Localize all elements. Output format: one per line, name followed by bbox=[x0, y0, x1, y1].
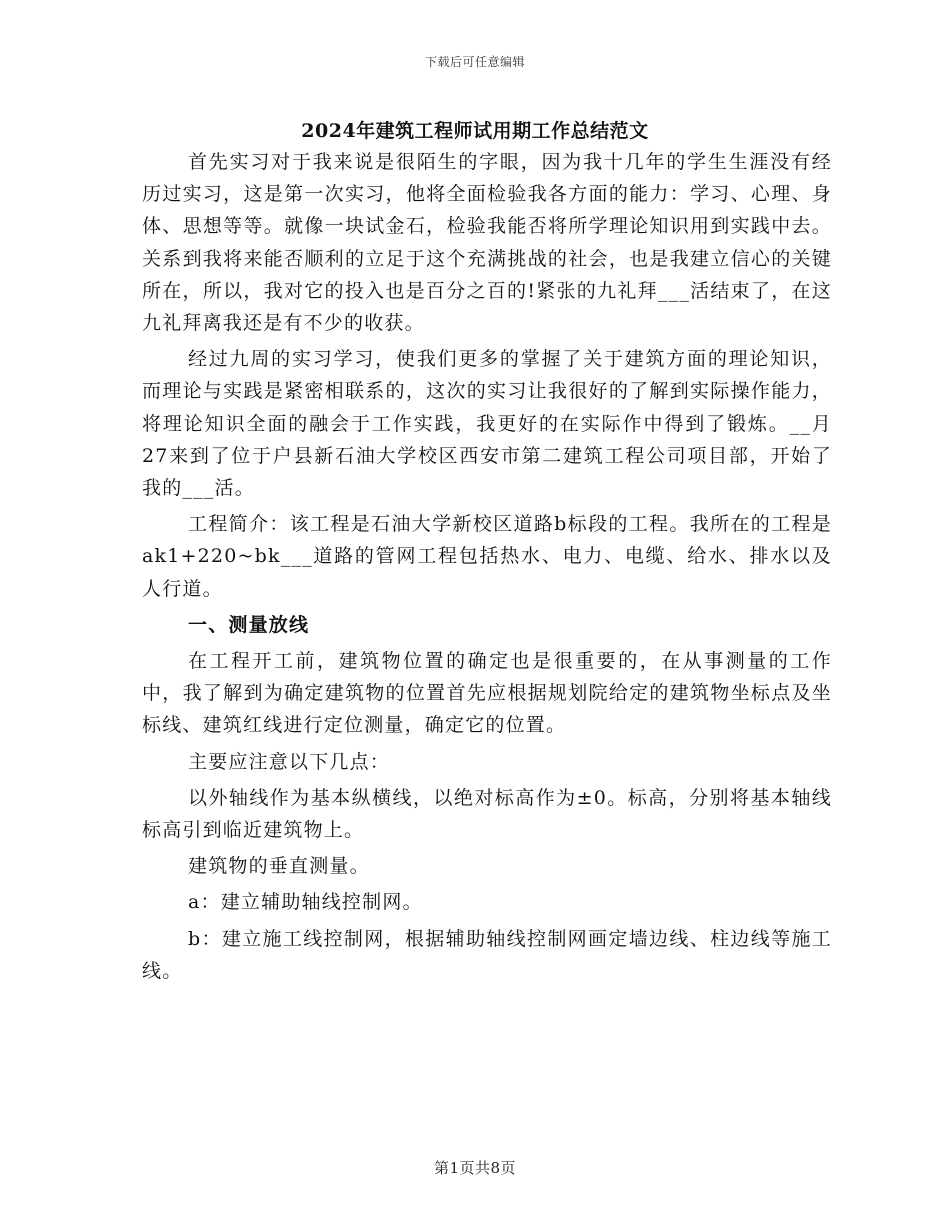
document-body bbox=[142, 146, 832, 987]
header-note: 下载后可任意编辑 bbox=[424, 55, 525, 69]
section-heading-surveying: 一、测量放线 bbox=[188, 613, 310, 636]
paragraph-vertical: 建筑物的垂直测量。 bbox=[188, 855, 370, 878]
paragraph-item-b: b：建立施工线控制网，根据辅助轴线控制网画定墙边线、柱边线等施工线。 bbox=[142, 927, 832, 982]
paragraph-item-a: a：建立辅助轴线控制网。 bbox=[188, 891, 423, 914]
document-title: 2024年建筑工程师试用期工作总结范文 bbox=[301, 120, 649, 142]
paragraph-project-brief: 工程简介：该工程是石油大学新校区道路b标段的工程。我所在的工程是ak1+220~bk___道路的管网工程包括热水、电力、电缆、给水、排水以及人行道。 bbox=[142, 513, 832, 600]
paragraph-surveying: 在工程开工前，建筑物位置的确定也是很重要的，在从事测量的工作中，我了解到为确定建筑物的位置首先应根据规划院给定的建筑物坐标点及坐标线、建筑红线进行定位测量，确定它的位置。 bbox=[142, 650, 832, 737]
paragraph-practice: 经过九周的实习学习，使我们更多的掌握了关于建筑方面的理论知识，而理论与实践是紧密相联系的，这次的实习让我很好的了解到实际操作能力，将理论知识全面的融会于工作实践，我更好的在实际作中得到了锻炼。__月27来到了位于户县新石油大学校区西安市第二建筑工程公司项目部，开始了我的___活。 bbox=[142, 348, 832, 500]
paragraph-axis: 以外轴线作为基本纵横线，以绝对标高作为±0。标高，分别将基本轴线标高引到临近建筑物上。 bbox=[142, 786, 832, 842]
page-number-footer: 第1页共8页 bbox=[433, 1159, 517, 1177]
paragraph-notes-intro: 主要应注意以下几点： bbox=[188, 750, 391, 773]
paragraph-intro: 首先实习对于我来说是很陌生的字眼，因为我十几年的学生生涯没有经历过实习，这是第一次实习，他将全面检验我各方面的能力：学习、心理、身体、思想等等。就像一块试金石，检验我能否将所学理论知识用到实践中去。关系到我将来能否顺利的立足于这个充满挑战的社会，也是我建立信心的关键所在，所以，我对它的投入也是百分之百的!紧张的九礼拜___活结束了，在这九礼拜离我还是有不少的收获。 bbox=[142, 151, 832, 335]
